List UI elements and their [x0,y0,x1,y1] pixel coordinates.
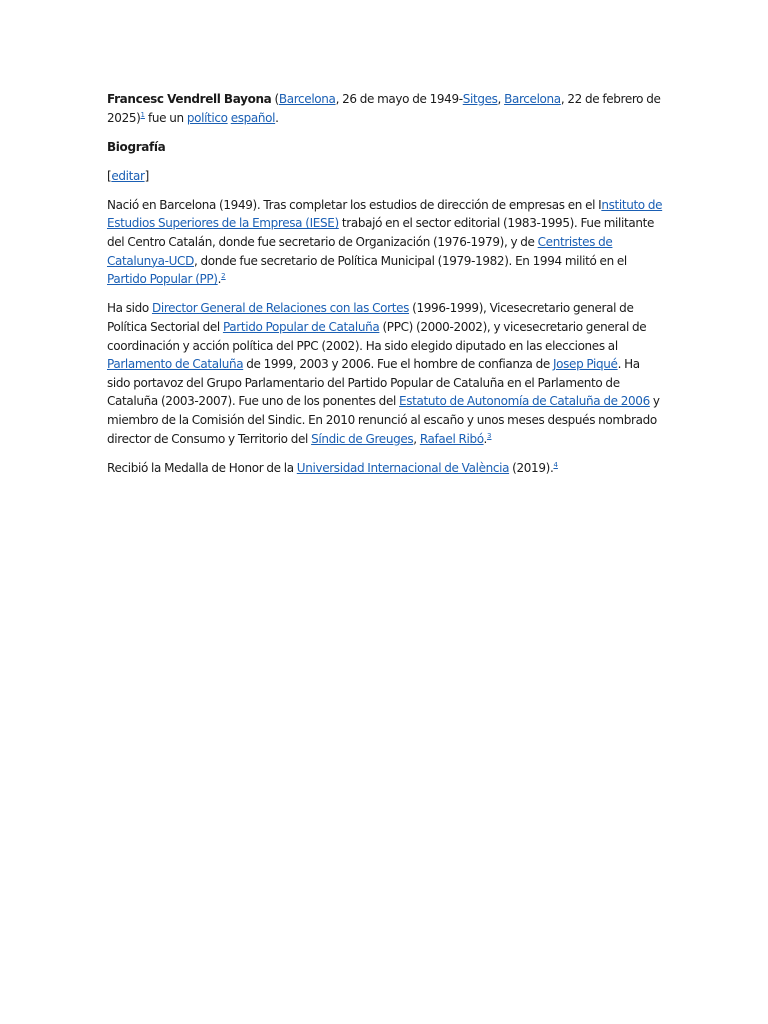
reference-link-3[interactable]: 3 [487,431,492,440]
subject-name: Francesc Vendrell Bayona [107,92,272,106]
link-rafael-ribo[interactable]: Rafael Ribó [419,431,484,446]
link-politico[interactable]: político [186,110,228,125]
paragraph-cargos: Ha sido Director General de Relaciones con las Cortes (1996-1999), Vicesecretario general de Política Sectorial del Partido Popular de Cataluña (PPC) (2000-2002), y vicesecretario general de coordinación y acción política del PPC (2002). Ha sido elegido diputado en las elecciones al Parlamento de Cataluña de 1999, 2003 y 2006. Fue el hombre de confianza de Josep Piqué. Ha sido portavoz del Grupo Parlamentario del Partido Popular de Cataluña en el Parlamento de Cataluña (2003-2007). Fue uno de los ponentes del Estatuto de Autonomía de Cataluña de 2006 y miembro de la Comisión del Sindic. En 2010 renunció al escaño y unos meses después nombrado director de Consumo y Territorio del Síndic de Greuges, Rafael Ribó.$^3$ [107,301,660,446]
edit-section: [editar] [107,168,149,183]
article-body [107,90,663,488]
link-sindic[interactable]: Síndic de Greuges [311,431,414,446]
link-barcelona-province[interactable]: Barcelona [504,92,561,106]
link-espanol[interactable]: español [230,110,276,125]
reference-link-1[interactable]: 1 [140,110,145,119]
link-sitges[interactable]: Sitges [462,92,498,106]
edit-link[interactable]: editar [111,168,145,183]
reference-link-2[interactable]: 2 [221,272,226,281]
reference-4 [553,461,557,469]
link-barcelona-birth[interactable]: Barcelona [278,92,336,106]
link-ppc[interactable]: Partido Popular de Cataluña [222,319,380,334]
link-director-general[interactable]: Director General de Relaciones con las Cortes [151,301,410,316]
reference-2 [221,272,225,280]
intro-paragraph: Francesc Vendrell Bayona (Barcelona, 26 de mayo de 1949-Sitges, Barcelona, 22 de febrero de 2025)$^1$ fue un político español. [107,92,661,125]
link-josep-pique[interactable]: Josep Piqué [552,357,618,372]
paragraph-medalla: Recibió la Medalla de Honor de la Universidad Internacional de València (2019).$^4$ [107,460,558,475]
link-parlamento[interactable]: Parlamento de Cataluña [107,357,244,372]
section-heading-biografia: Biografía [107,139,166,154]
link-estatuto[interactable]: Estatuto de Autonomía de Cataluña de 2006 [399,394,650,409]
paragraph-nacio: Nació en Barcelona (1949). Tras completar los estudios de dirección de empresas en el Instituto de Estudios Superiores de la Empresa (IESE) trabajó en el sector editorial (1983-1995). Fue militante del Centro Catalán, donde fue secretario de Organización (1976-1979), y de Centristes de Catalunya-UCD, donde fue secretario de Política Municipal (1979-1982). En 1994 militó en el Partido Popular (PP).$^2$ [107,197,663,287]
link-centristes[interactable]: Centristes de Catalunya-UCD [107,235,613,268]
reference-3 [487,432,491,440]
link-iese[interactable]: nstituto de Estudios Superiores de la Empresa (IESE) [107,197,663,231]
link-universidad[interactable]: Universidad Internacional de València [296,460,510,475]
link-partido-popular[interactable]: Partido Popular (PP) [107,272,218,287]
reference-link-4[interactable]: 4 [553,460,558,469]
